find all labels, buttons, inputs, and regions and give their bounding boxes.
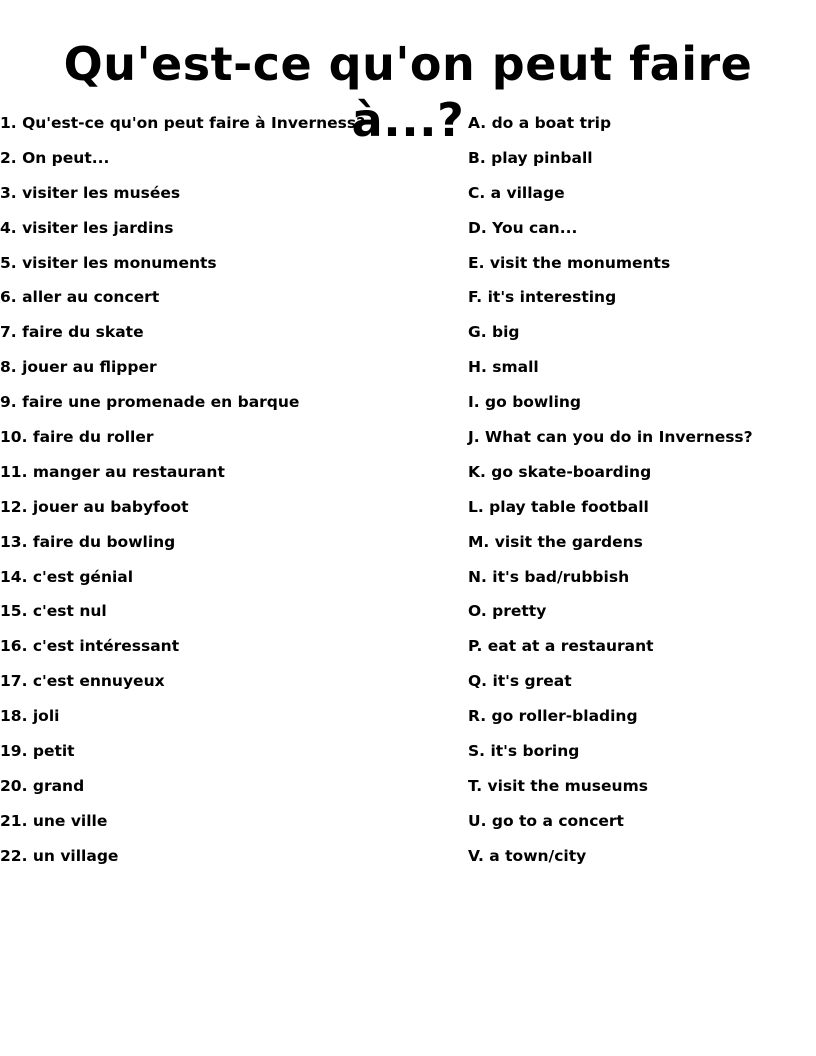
list-item: 11. manger au restaurant — [0, 462, 225, 481]
list-item: B. play pinball — [468, 148, 593, 167]
list-item: 2. On peut... — [0, 148, 110, 167]
list-item: Q. it's great — [468, 672, 572, 691]
list-item: 17. c'est ennuyeux — [0, 672, 165, 691]
list-item: L. play table football — [468, 497, 649, 516]
list-item: 19. petit — [0, 742, 75, 761]
list-item: 7. faire du skate — [0, 323, 144, 342]
list-item: 14. c'est génial — [0, 567, 134, 586]
list-item: R. go roller-blading — [468, 707, 638, 726]
list-item: 9. faire une promenade en barque — [0, 393, 300, 412]
list-item: 1. Qu'est-ce qu'on peut faire à Inverness? — [0, 114, 366, 132]
list-item: 15. c'est nul — [0, 602, 107, 621]
list-item: D. You can... — [468, 218, 578, 237]
list-item: 4. visiter les jardins — [0, 218, 174, 237]
list-item: V. a town/city — [468, 846, 587, 865]
list-item: S. it's boring — [468, 742, 580, 761]
list-item: H. small — [468, 358, 539, 377]
list-item: 16. c'est intéressant — [0, 637, 180, 656]
list-item: 3. visiter les musées — [0, 183, 181, 202]
list-item: U. go to a concert — [468, 811, 624, 830]
list-item: 13. faire du bowling — [0, 532, 176, 551]
list-item: K. go skate-boarding — [468, 462, 652, 481]
list-item: P. eat at a restaurant — [468, 637, 654, 656]
list-item: F. it's interesting — [468, 288, 617, 307]
list-item: 12. jouer au babyfoot — [0, 497, 189, 516]
page-title: Qu'est-ce qu'on peut faire à...? — [63, 37, 753, 147]
list-item: 6. aller au concert — [0, 288, 160, 307]
list-item: 5. visiter les monuments — [0, 253, 217, 272]
english-translations-list — [468, 112, 816, 880]
list-item: E. visit the monuments — [468, 253, 671, 272]
list-item: G. big — [468, 323, 520, 342]
list-item: 21. une ville — [0, 811, 108, 830]
list-item: M. visit the gardens — [468, 532, 643, 551]
list-item: 8. jouer au flipper — [0, 358, 157, 377]
list-item: 10. faire du roller — [0, 428, 154, 447]
list-item: A. do a boat trip — [468, 114, 612, 132]
list-item: C. a village — [468, 183, 565, 202]
list-item: O. pretty — [468, 602, 547, 621]
list-item: I. go bowling — [468, 393, 582, 412]
list-item: 20. grand — [0, 776, 85, 795]
list-item: N. it's bad/rubbish — [468, 567, 630, 586]
french-phrases-list — [0, 112, 460, 880]
list-item: J. What can you do in Inverness? — [468, 428, 753, 447]
list-item: 18. joli — [0, 707, 60, 726]
list-item: T. visit the museums — [468, 776, 648, 795]
list-item: 22. un village — [0, 846, 119, 865]
